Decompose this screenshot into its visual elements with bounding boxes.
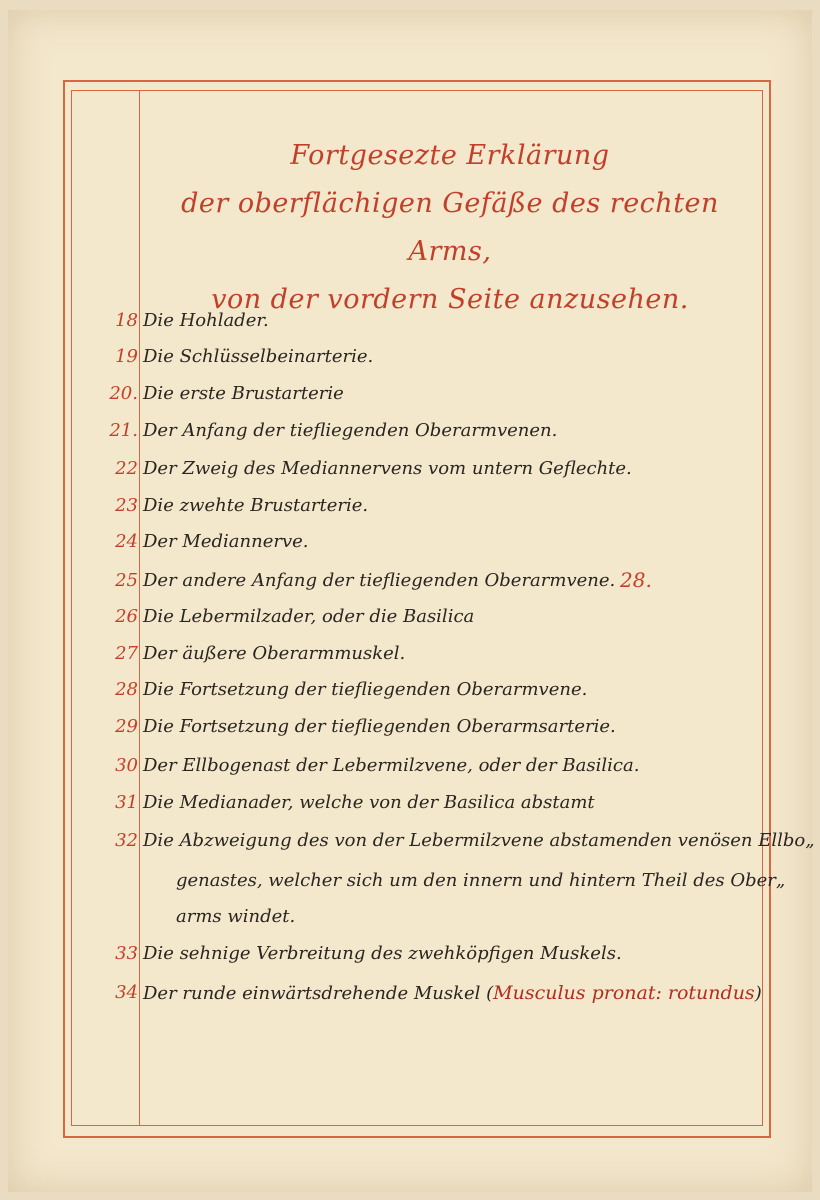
entry-number: 20.: [109, 383, 138, 404]
entry-number: 33: [115, 943, 138, 964]
title-line-3: von der vordern Seite anzusehen.: [211, 284, 689, 315]
entry-text: Die Fortsetzung der tiefliegenden Oberarmvene.: [143, 679, 588, 700]
entry-text: Die Fortsetzung der tiefliegenden Oberarmsarterie.: [143, 716, 616, 737]
entry-number: 34: [115, 982, 138, 1003]
entry-number: 27: [115, 643, 138, 664]
entry-number: 23: [115, 495, 138, 516]
entry-text-tail: ): [754, 983, 762, 1004]
entry-text: Die Abzweigung des von der Lebermilzvene abstamenden venösen Ellbo„: [143, 830, 815, 851]
entry-text: Die sehnige Verbreitung des zwehköpfigen Muskels.: [143, 943, 622, 964]
title-line-1: Fortgesezte Erklärung: [290, 140, 610, 171]
entry-number: 32: [115, 830, 138, 851]
entry-number: 28: [115, 679, 138, 700]
entry-number: 26: [115, 606, 138, 627]
latin-term: Musculus pronat: rotundus: [493, 982, 755, 1004]
entry-number: 24: [115, 531, 138, 552]
entry-text: Die Medianader, welche von der Basilica abstamt: [143, 792, 595, 813]
entry-text: Die zwehte Brustarterie.: [143, 495, 369, 516]
entry-number: 22: [115, 458, 138, 479]
entry-text: Der Ellbogenast der Lebermilzvene, oder der Basilica.: [143, 755, 640, 776]
entry-text: Der Mediannerve.: [143, 531, 309, 552]
entry-number: 25: [115, 570, 138, 591]
entry-text: Die Schlüsselbeinarterie.: [143, 346, 374, 367]
entry-text: Der Anfang der tiefliegenden Oberarmvenen.: [143, 420, 558, 441]
entry-text: Der andere Anfang der tiefliegenden Oberarmvene.: [143, 570, 616, 591]
entry-text: Die erste Brustarterie: [143, 383, 344, 404]
entry-text: [143, 982, 762, 1004]
entry-number: 30: [115, 755, 138, 776]
margin-note: 28.: [620, 568, 652, 592]
entry-text: Der äußere Oberarmmuskel.: [143, 643, 406, 664]
title-line-2: der oberflächigen Gefäße des rechten Arms,: [181, 188, 719, 267]
entry-number: 31: [115, 792, 138, 813]
entry-number: 21.: [109, 420, 138, 441]
entry-text: Die Hohlader.: [143, 310, 269, 331]
entry-number: 19: [115, 346, 138, 367]
entry-text-continuation: genastes, welcher sich um den innern und hintern Theil des Ober„: [176, 870, 786, 891]
entry-text-main: Der runde einwärtsdrehende Muskel (: [143, 983, 494, 1004]
entry-text: Die Lebermilzader, oder die Basilica: [143, 606, 475, 627]
entry-number: 29: [115, 716, 138, 737]
entry-text-continuation: arms windet.: [176, 906, 296, 927]
entry-text: Der Zweig des Mediannervens vom untern Geflechte.: [143, 458, 632, 479]
entry-number: 18: [115, 310, 138, 331]
